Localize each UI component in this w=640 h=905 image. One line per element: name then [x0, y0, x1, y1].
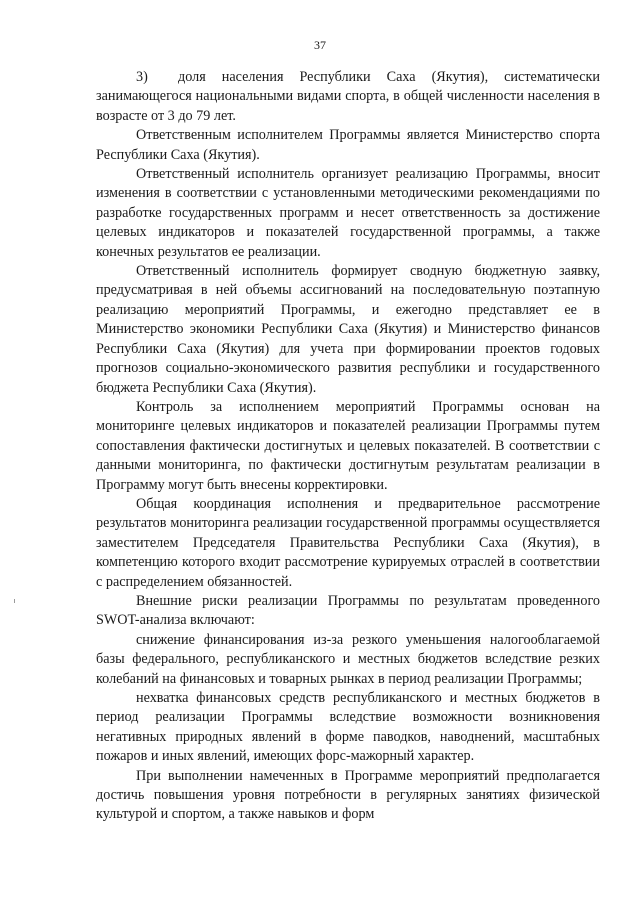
paragraph-monitoring-control: Контроль за исполнением мероприятий Программы основан на мониторинге целевых индикаторов и показателей реализации Программы путем сопоставления фактически достигнутых и целевых показателей. В соответствии с данными мониторинга, по фактически достигнутым результатам реализации в Программу могут быть внесены корректировки. — [96, 398, 600, 493]
page-number: 37 — [314, 38, 326, 52]
paragraph-external-risks: Внешние риски реализации Программы по результатам проведенного SWOT-анализа включают: — [96, 592, 600, 629]
paragraph-responsible-executor: Ответственным исполнителем Программы является Министерство спорта Республики Саха (Якутия). — [96, 127, 600, 163]
paragraph-coordination: Общая координация исполнения и предварительное рассмотрение результатов мониторинга реализации государственной программы осуществляется заместителем Председателя Правительства Республики Саха (Якутия), в компетенцию которого входит рассмотрение курируемых отраслей в соответствии с распределением обязанностей. — [96, 495, 600, 590]
scan-margin-mark — [14, 599, 15, 603]
paragraph-budget-request: Ответственный исполнитель формирует сводную бюджетную заявку, предусматривая в ней объемы ассигнований на последовательную поэтапную реализацию мероприятий Программы, и ежегодно представляет ее в Министерство экономики Республики Саха (Якутия) и Министерство финансов Республики Саха (Якутия) для учета при формировании проектов годовых прогнозов социально-экономического развития республики и государственного бюджета Республики Саха (Якутия). — [96, 263, 600, 396]
paragraph-indicator-3: 3) доля населения Республики Саха (Якутия), систематически занимающегося национальными видами спорта, в общей численности населения в возрасте от 3 до 79 лет. — [96, 69, 600, 124]
body-text — [96, 68, 600, 825]
paragraph-executor-duties: Ответственный исполнитель организует реализацию Программы, вносит изменения в соответствии с установленными методическими рекомендациями по разработке государственных программ и несет ответственность за достижение целевых индикаторов и показателей государственной программы, а также конечных результатов ее реализации. — [96, 166, 600, 260]
paragraph-risk-funding-cut: снижение финансирования из-за резкого уменьшения налогооблагаемой базы федерального, республиканского и местных бюджетов вследствие резких колебаний на финансовых и товарных рынках в период реализации Программы; — [96, 631, 600, 687]
paragraph-risk-natural-events: нехватка финансовых средств республиканского и местных бюджетов в период реализации Программы вследствие возможности возникновения негативных природных явлений в форме паводков, наводнений, масштабных пожаров и иных явлений, имеющих форс-мажорный характер. — [96, 690, 600, 765]
paragraph-expected-results: При выполнении намеченных в Программе мероприятий предполагается достичь повышения уровня потребности в регулярных занятиях физической культурой и спортом, а также навыков и форм — [96, 767, 600, 823]
